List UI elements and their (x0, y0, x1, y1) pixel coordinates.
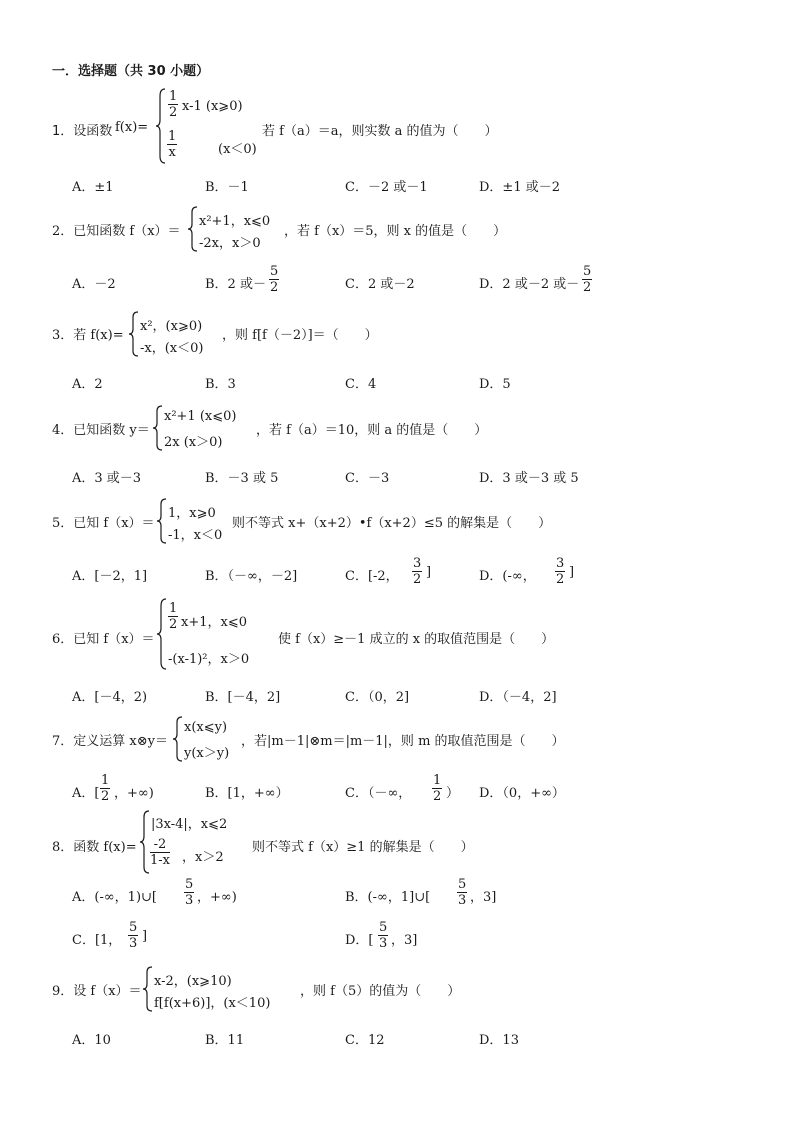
q8-option-d-rest: ，3] (391, 933, 418, 948)
q3-brace (129, 311, 139, 357)
q8-option-b[interactable]: B．(-∞，1]∪[ (345, 890, 431, 905)
q8-option-c[interactable]: C．[1， (72, 933, 122, 948)
q1-fx: f(x)= (115, 120, 149, 135)
q4-tail: ，若 f（a）＝10，则 a 的值是（ ） (256, 423, 488, 438)
q9-tail: ，则 f（5）的值为（ ） (300, 984, 461, 999)
q2-option-b[interactable]: B．2 或－ (205, 277, 266, 292)
q8-option-a-fraction: $\frac{5}{3}$ (185, 877, 194, 908)
q6-brace (157, 598, 167, 670)
q1-option-d[interactable]: D．±1 或－2 (479, 180, 560, 195)
q8-prefix: 8．函数 f(x)= (52, 840, 137, 855)
q9-option-c[interactable]: C．12 (345, 1033, 385, 1048)
q5-option-d-close: ] (569, 565, 575, 580)
q7-case1: x(x⩽y) (184, 720, 228, 735)
q3-tail: ，则 f[f（－2）]＝（ ） (222, 328, 378, 343)
q5-case1: 1，x⩾0 (168, 506, 216, 521)
q3-prefix: 3．若 f(x)= (52, 328, 124, 343)
q5-option-c-fraction: $\frac{3}{2}$ (413, 556, 422, 587)
q9-case2: f[f(x+6)]，(x＜10) (154, 996, 271, 1011)
q8-option-d-fraction: $\frac{5}{3}$ (379, 920, 388, 951)
q9-option-b[interactable]: B．11 (205, 1033, 245, 1048)
q1-prefix: 1．设函数 (52, 124, 113, 139)
q6-option-a[interactable]: A．[－4，2) (72, 690, 148, 705)
q7-brace (173, 716, 183, 762)
q2-option-b-fraction: $\frac{5}{2}$ (270, 264, 279, 295)
q5-option-d[interactable]: D．(-∞， (479, 569, 536, 584)
q7-case2: y(x＞y) (184, 746, 230, 761)
q5-option-c-close: ] (426, 565, 432, 580)
q1-case2-fraction: $\frac{1}{x}$ (168, 129, 177, 160)
q6-option-d[interactable]: D．（－4，2] (479, 690, 557, 705)
q9-case1: x-2，(x⩾10) (154, 974, 232, 989)
q7-option-d[interactable]: D．（0，+∞） (479, 786, 565, 801)
q5-option-a[interactable]: A．[－2，1] (72, 569, 148, 584)
q8-option-b-rest: ，3] (470, 890, 497, 905)
q5-option-c[interactable]: C．[-2， (345, 569, 399, 584)
q2-tail: ，若 f（x）＝5，则 x 的值是（ ） (284, 224, 507, 239)
q3-case2: -x，(x＜0) (140, 341, 204, 356)
q2-case1: x²+1，x⩽0 (199, 214, 271, 229)
q7-option-a[interactable]: A．[ (72, 786, 100, 801)
q3-case1: x²，(x⩾0) (140, 319, 203, 334)
q6-case2: -(x-1)²，x＞0 (168, 652, 250, 667)
q2-brace (188, 206, 198, 252)
q1-option-a[interactable]: A．±1 (72, 180, 114, 195)
q7-option-c-fraction: $\frac{1}{2}$ (433, 773, 442, 804)
q5-option-d-fraction: $\frac{3}{2}$ (556, 556, 565, 587)
q8-option-d[interactable]: D．[ (345, 933, 374, 948)
q7-option-a-fraction: $\frac{1}{2}$ (101, 773, 110, 804)
q9-brace (143, 966, 153, 1012)
q2-option-d-fraction: $\frac{5}{2}$ (583, 264, 592, 295)
q7-option-a-rest: ，+∞) (114, 786, 154, 801)
q2-option-d[interactable]: D．2 或－2 或－ (479, 277, 580, 292)
q1-brace (156, 88, 166, 164)
q4-brace (153, 405, 163, 451)
q8-option-b-fraction: $\frac{5}{3}$ (458, 877, 467, 908)
q6-case1-fraction: $\frac{1}{2}$ (169, 601, 178, 632)
q2-option-a[interactable]: A．－2 (72, 277, 116, 292)
q8-option-c-rest: ] (142, 929, 148, 944)
q9-option-d[interactable]: D．13 (479, 1033, 519, 1048)
q7-tail: ，若|m－1|⊗m＝|m－1|，则 m 的取值范围是（ ） (241, 734, 565, 749)
q1-option-c[interactable]: C．－2 或－1 (345, 180, 428, 195)
q5-prefix: 5．已知 f（x）＝ (52, 516, 155, 531)
q5-brace (157, 498, 167, 544)
q8-option-a-rest: ，+∞) (197, 890, 237, 905)
q4-option-b[interactable]: B．－3 或 5 (205, 471, 279, 486)
q3-option-b[interactable]: B．3 (205, 377, 236, 392)
q1-case1-fraction: $\frac{1}{2}$ (169, 89, 178, 120)
q8-case1: |3x-4|，x⩽2 (151, 817, 228, 832)
q8-option-c-fraction: $\frac{5}{3}$ (129, 920, 138, 951)
q6-prefix: 6．已知 f（x）＝ (52, 632, 155, 647)
q3-option-c[interactable]: C．4 (345, 377, 377, 392)
q2-prefix: 2．已知函数 f（x）＝ (52, 224, 181, 239)
q5-tail: 则不等式 x+（x+2）•f（x+2）≤5 的解集是（ ） (232, 516, 552, 531)
q1-case1-rest: x-1 (x⩾0) (182, 99, 243, 114)
q4-option-c[interactable]: C．－3 (345, 471, 390, 486)
q6-option-b[interactable]: B．[－4，2] (205, 690, 281, 705)
q4-prefix: 4．已知函数 y＝ (52, 423, 150, 438)
q1-case2-cond: (x＜0) (218, 142, 257, 157)
q8-tail: 则不等式 f（x）≥1 的解集是（ ） (252, 840, 474, 855)
q6-tail: 使 f（x）≥－1 成立的 x 的取值范围是（ ） (278, 632, 555, 647)
q6-case1-rest: x+1，x⩽0 (181, 615, 247, 630)
q9-prefix: 9．设 f（x）＝ (52, 984, 142, 999)
q8-case2-cond: ，x＞2 (182, 850, 224, 865)
q8-brace (140, 810, 150, 874)
q4-option-d[interactable]: D．3 或－3 或 5 (479, 471, 579, 486)
q7-option-c[interactable]: C．（－∞， (345, 786, 412, 801)
q1-tail: 若 f（a）＝a，则实数 a 的值为（ ） (262, 124, 498, 139)
q4-option-a[interactable]: A．3 或－3 (72, 471, 142, 486)
q7-option-c-close: ） (446, 786, 460, 801)
q2-option-c[interactable]: C．2 或－2 (345, 277, 415, 292)
q3-option-d[interactable]: D．5 (479, 377, 511, 392)
q3-option-a[interactable]: A．2 (72, 377, 103, 392)
q8-option-a[interactable]: A．(-∞，1)∪[ (72, 890, 157, 905)
q8-case2-fraction: $\frac{-2}{1-x}$ (150, 837, 170, 868)
q2-case2: -2x，x＞0 (199, 236, 261, 251)
q9-option-a[interactable]: A．10 (72, 1033, 111, 1048)
q5-option-b[interactable]: B．（－∞，－2] (205, 569, 298, 584)
q4-case1: x²+1 (x⩽0) (164, 409, 237, 424)
q7-option-b[interactable]: B．[1，+∞） (205, 786, 289, 801)
q5-case2: -1，x＜0 (168, 528, 223, 543)
section-title: 一．选择题（共 30 小题） (52, 64, 210, 79)
q6-option-c[interactable]: C．（0，2] (345, 690, 410, 705)
q4-case2: 2x (x＞0) (164, 435, 223, 450)
q7-prefix: 7．定义运算 x⊗y＝ (52, 734, 168, 749)
q1-option-b[interactable]: B．－1 (205, 180, 249, 195)
